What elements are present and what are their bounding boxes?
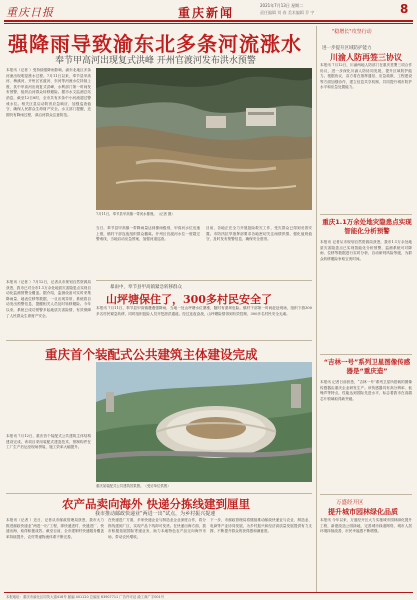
- left-column-body: 本报讯（记者 ）7月12日，记者从市规划自然资源局获悉，我市已对全市1.1万余处地质灾害隐患点实现自动化监测预警全覆盖。据介绍，监测设备可实时采集降雨量、地表位移等数据，一旦出现异常，系统将自动发出预警信息，提醒相关人员及时转移避险。今年以来，系统已成功预警多起地质灾害险情，有效保障了人民群众生命财产安全。: [6, 280, 91, 318]
- section-title: 重庆新闻: [178, 6, 235, 20]
- footer-rule: [4, 592, 413, 593]
- lead-headline: 强降雨导致渝东北多条河流涨水: [8, 32, 302, 56]
- divider: [6, 340, 312, 341]
- right-low-body: 本报讯 记者日前获悉，“吉林一号”系列卫星所搭载的图像传感器由重庆企业研发生产。该传感器具有高分辨率、低噪声等特点，性能达到国际先进水平，标志着我市在高端芯片领域取得新突破。: [320, 380, 412, 401]
- right-low-headline: “吉林一号”系列卫星图像传感器是“重庆造”: [323, 358, 411, 375]
- agri-body-col3: 下一步，市邮政管理局将继续推动邮政快递业与农业、制造业、电商等产业协同发展，为乡村振兴和经济高质量发展提供有力支撑，不断提升群众的获得感和满意度。: [210, 518, 312, 534]
- right-top-body: 本报讯 7月12日，川渝两地人防部门在重庆签署三项合作协议，进一步深化川渝人防协同发展，提升区域防护能力。根据协议，双方将在指挥通信、应急疏散、工程建设等方面加强协作，建立信息共享机制，共同提升城市防护水平和应急处置能力。: [320, 63, 412, 90]
- agri-body-col2: 在快递进厂方面，多家快递企业与制造业企业深度合作，将分拣线建到厂区，实现产品下线即可发货。在快递出海方面，我市积极拓展国际寄递业务，助力本地特色农产品走向海外市场，带动农民增收。: [108, 518, 206, 539]
- agri-subheadline: 我市推动邮政快递业“两进一出”试点，为乡村振兴提速: [95, 511, 216, 517]
- editor-line: 责任编辑 刘 春 美术编辑 乔 宇: [260, 10, 315, 15]
- lead-body-col1: 本报讯（记者 ）受持续强降雨影响，渝东北地区多条河流出现明显涨水过程。7月11日以来，奉节县甲高河、梅溪河，开州区官渡河、东河等河流水位持续上涨，其中甲高河出现复式洪峰，水利部门第一时间发布预警，组织沿河群众转移避险。据市水文监测总站消息，截至12日8时，全市共有多条中小河流超过警戒水位。相关区县启动防汛应急响应，加强巡查值守，确保人民群众生命财产安全。水文部门提醒，近期仍有降雨过程，请沿河群众注意防范。: [6, 68, 91, 117]
- newspaper-logo: 重庆日报: [6, 6, 54, 19]
- right-top-headline: 川渝人防再签三协议: [330, 53, 402, 62]
- right-bottom-kicker: 万盛经开区: [336, 500, 364, 506]
- lead-body-col2: 当日，奉节县甲高镇一带降雨量达到暴雨级别，甲高河水位迅速上涨，镇村干部连夜组织群众撤离。开州区官渡河水位一度超过警戒线，当地启动应急预案，加强河道巡查。: [96, 226, 200, 242]
- lead-subheadline: 奉节甲高河出现复式洪峰 开州官渡河发布洪水预警: [55, 56, 256, 66]
- stadium-photo-caption: 重庆某装配式公共建筑效果图。（受访单位供图）: [96, 484, 171, 488]
- right-top-subheadline: 进一步提升区域防护能力: [322, 46, 372, 51]
- masthead-rule-thin: [4, 23, 413, 24]
- divider: [320, 214, 412, 215]
- right-top-kicker: "稳增长"攻坚行动: [332, 29, 372, 35]
- rain-headline: 山坪塘保住了，300多村民安全了: [106, 293, 272, 306]
- divider: [6, 493, 312, 494]
- masthead-rule: [4, 20, 413, 22]
- right-bottom-body: 本报讯 今年以来，万盛经开区大力实施城市园林绿化提升工程，新建改造公园绿地，完善城市绿道网络，城市人居环境持续改善，市民幸福感不断增强。: [320, 518, 412, 534]
- right-bottom-headline: 提升城市园林绿化品质: [328, 508, 398, 516]
- flood-photo: [96, 68, 312, 210]
- issue-date: 2021年7月13日 星期二: [260, 3, 304, 8]
- divider: [320, 494, 412, 495]
- agri-body-col1: 本报讯（记者 ）近日，记者从市邮政管理局获悉，我市大力推进邮政快递业“两进一出”工程，即快递进村、快递进厂、快递出海，取得积极成效。截至目前，全市建制村快递服务覆盖率持续提升，农村寄递物流体系不断完善。: [6, 518, 104, 539]
- rain-body: 本报讯 7月11日，奉节县甲高镇遭遇强降雨，当地一处山坪塘水位暴涨，随时有溃坝危险。镇村干部第一时间赶赴现场，组织下游300多名村民紧急转移，同时组织抢险人员开挖泄洪通道。经过连夜奋战，山坪塘险情得到有效控制，300多名村民安全无虞。: [96, 306, 312, 316]
- stadium-photo: [96, 362, 312, 482]
- stadium-body-left: 本报讯 7月12日，重庆首个装配式公共建筑主体结构建设完成。该项目采用装配式建造技术，预制构件在工厂生产后运至现场拼装，施工效率大幅提升。: [6, 434, 91, 450]
- rain-kicker: 暴雨中，奉节县甲高镇紧急转移群众: [110, 285, 182, 290]
- right-mid-body: 本报讯 记者从市规划自然资源局获悉，我市1.1万余处地质灾害隐患点已实现智能化分析预警，监测系统可对降雨、位移等数据进行实时分析，自动研判风险等级，为群众转移避险争取宝贵时间。: [320, 240, 412, 261]
- page-number: 8: [400, 2, 409, 16]
- agri-headline: 农产品卖向海外 快递分拣线建到厘里: [62, 497, 251, 511]
- divider: [96, 280, 312, 281]
- divider: [320, 354, 412, 355]
- right-mid-headline: 重庆1.1万余处地灾隐患点实现智能化分析预警: [322, 218, 412, 235]
- flood-photo-caption: 7月11日，奉节县甲高镇一带河水暴涨。（记者 摄）: [96, 212, 175, 216]
- footer-text: 本报地址：重庆市渝北区同茂大道416号 邮编 401120 总编室 63907711 广告许可证 渝工商广字001号: [6, 595, 165, 599]
- stadium-headline: 重庆首个装配式公共建筑主体建设完成: [45, 347, 258, 362]
- lead-body-col3: 目前，各地正在全力开展抢险救灾工作，受灾群众已得到妥善安置。市防汛抗旱指挥部要求各地密切关注雨情汛情，强化值班值守，及时发布预警信息，确保安全度汛。: [206, 226, 312, 242]
- column-divider: [316, 26, 317, 592]
